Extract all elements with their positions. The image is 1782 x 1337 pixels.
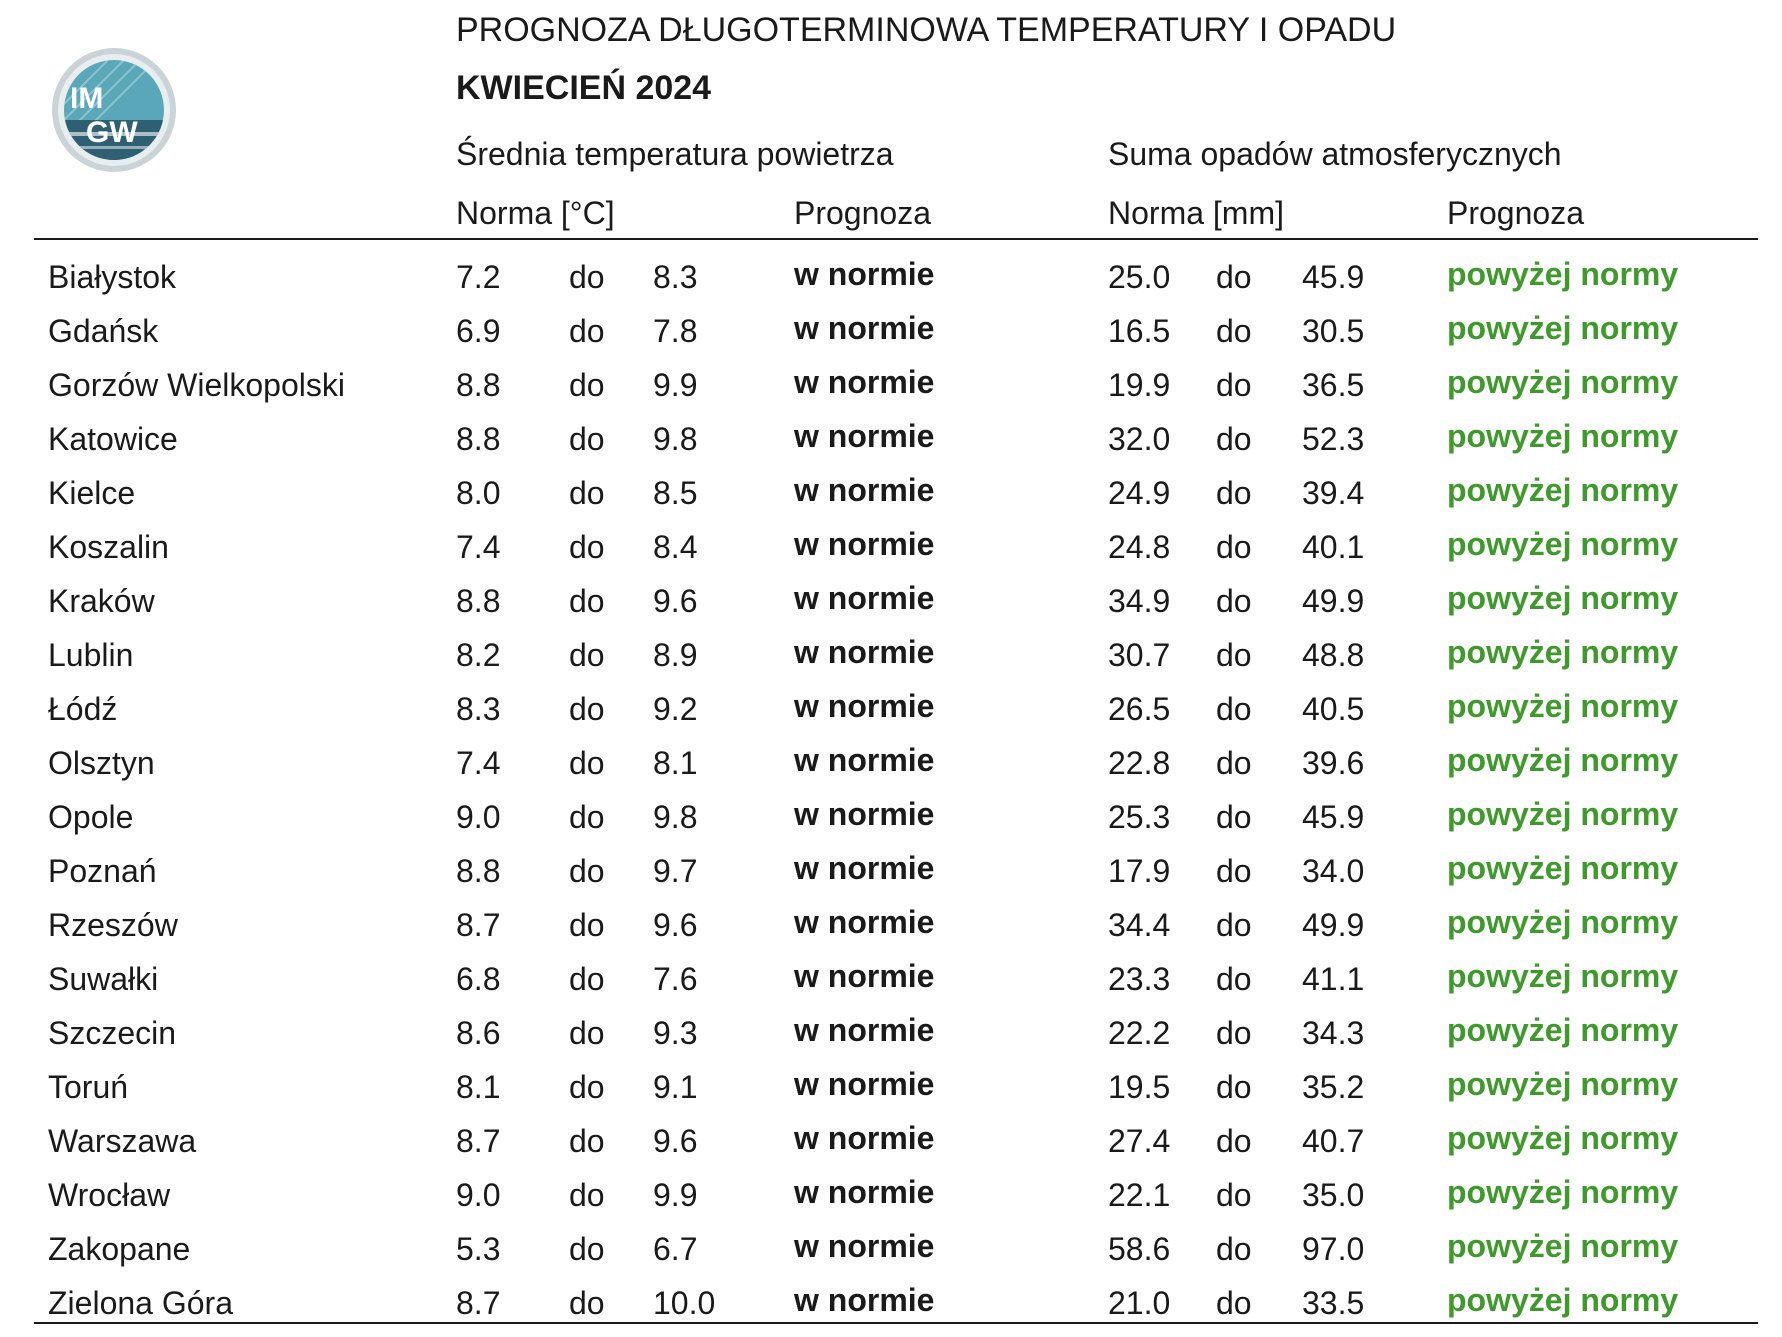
temp-norm-min: 7.4	[456, 745, 501, 781]
city-name: Szczecin	[48, 1015, 177, 1051]
temp-norm-separator: do	[569, 1231, 605, 1267]
temp-norm-max: 9.9	[653, 1177, 698, 1213]
precip-norm-max: 34.0	[1302, 853, 1365, 889]
precip-norm-min: 19.5	[1108, 1069, 1171, 1105]
precip-norm-max: 45.9	[1302, 799, 1365, 835]
precip-forecast: powyżej normy	[1447, 634, 1679, 670]
precip-norm-max: 36.5	[1302, 367, 1365, 403]
temp-norm-max: 8.9	[653, 637, 698, 673]
temp-norm-max: 8.5	[653, 475, 698, 511]
temp-norm-min: 8.8	[456, 421, 501, 457]
precip-norm-separator: do	[1216, 1177, 1252, 1213]
precip-norm-min: 25.0	[1108, 259, 1171, 295]
table-row	[0, 844, 1782, 898]
city-name: Zakopane	[48, 1231, 191, 1267]
temp-forecast: w normie	[794, 1012, 935, 1048]
table-row	[0, 304, 1782, 358]
city-name: Łódź	[48, 691, 118, 727]
precip-norm-min: 26.5	[1108, 691, 1171, 727]
precip-forecast: powyżej normy	[1447, 850, 1679, 886]
city-name: Rzeszów	[48, 907, 178, 943]
temp-norm-separator: do	[569, 1015, 605, 1051]
city-name: Poznań	[48, 853, 157, 889]
table-row	[0, 790, 1782, 844]
precip-norm-min: 58.6	[1108, 1231, 1171, 1267]
temp-norm-min: 8.7	[456, 1285, 501, 1321]
temp-norm-min: 9.0	[456, 799, 501, 835]
city-name: Kraków	[48, 583, 155, 619]
temp-norm-min: 6.8	[456, 961, 501, 997]
temp-norm-separator: do	[569, 1285, 605, 1321]
temp-norm-header: Norma [°C]	[456, 195, 615, 231]
precip-norm-separator: do	[1216, 691, 1252, 727]
temp-norm-min: 8.0	[456, 475, 501, 511]
logo-text-top: IM	[70, 82, 104, 115]
temp-norm-separator: do	[569, 1069, 605, 1105]
table-row	[0, 898, 1782, 952]
temp-norm-separator: do	[569, 691, 605, 727]
precip-norm-max: 33.5	[1302, 1285, 1365, 1321]
precip-norm-max: 97.0	[1302, 1231, 1365, 1267]
temp-norm-max: 10.0	[653, 1285, 716, 1321]
precip-norm-separator: do	[1216, 583, 1252, 619]
temp-norm-separator: do	[569, 961, 605, 997]
table-row	[0, 1006, 1782, 1060]
temp-norm-max: 8.3	[653, 259, 698, 295]
temp-forecast: w normie	[794, 580, 935, 616]
city-name: Koszalin	[48, 529, 169, 565]
precip-norm-max: 35.0	[1302, 1177, 1365, 1213]
precip-forecast: powyżej normy	[1447, 1282, 1679, 1318]
precip-norm-separator: do	[1216, 259, 1252, 295]
precip-norm-separator: do	[1216, 529, 1252, 565]
temp-norm-separator: do	[569, 313, 605, 349]
precip-norm-min: 24.8	[1108, 529, 1171, 565]
temp-forecast: w normie	[794, 634, 935, 670]
table-row	[0, 952, 1782, 1006]
temp-forecast: w normie	[794, 1228, 935, 1264]
table-row	[0, 628, 1782, 682]
city-name: Zielona Góra	[48, 1285, 233, 1321]
temp-forecast: w normie	[794, 1174, 935, 1210]
temp-norm-max: 9.9	[653, 367, 698, 403]
precip-forecast: powyżej normy	[1447, 904, 1679, 940]
temp-norm-separator: do	[569, 853, 605, 889]
precip-norm-max: 49.9	[1302, 583, 1365, 619]
table-row	[0, 574, 1782, 628]
precip-forecast: powyżej normy	[1447, 580, 1679, 616]
temp-norm-separator: do	[569, 745, 605, 781]
precip-norm-min: 32.0	[1108, 421, 1171, 457]
temp-norm-max: 6.7	[653, 1231, 698, 1267]
temp-forecast: w normie	[794, 472, 935, 508]
city-name: Katowice	[48, 421, 178, 457]
temp-norm-separator: do	[569, 529, 605, 565]
city-name: Białystok	[48, 259, 177, 295]
precip-forecast: powyżej normy	[1447, 796, 1679, 832]
precip-norm-min: 17.9	[1108, 853, 1171, 889]
page-subtitle: KWIECIEŃ 2024	[456, 69, 712, 107]
temp-forecast: w normie	[794, 310, 935, 346]
city-name: Suwałki	[48, 961, 159, 997]
table-row	[0, 412, 1782, 466]
temp-norm-min: 8.1	[456, 1069, 501, 1105]
precip-norm-separator: do	[1216, 313, 1252, 349]
temp-forecast: w normie	[794, 256, 935, 292]
precip-norm-max: 39.6	[1302, 745, 1365, 781]
temp-forecast: w normie	[794, 796, 935, 832]
page-title: PROGNOZA DŁUGOTERMINOWA TEMPERATURY I OPADU	[456, 11, 1397, 49]
temp-norm-separator: do	[569, 799, 605, 835]
temp-norm-min: 5.3	[456, 1231, 501, 1267]
city-name: Gorzów Wielkopolski	[48, 367, 345, 403]
precip-norm-max: 40.7	[1302, 1123, 1365, 1159]
temp-norm-separator: do	[569, 475, 605, 511]
temp-norm-max: 9.6	[653, 1123, 698, 1159]
table-row	[0, 1114, 1782, 1168]
precip-norm-separator: do	[1216, 799, 1252, 835]
precip-norm-separator: do	[1216, 745, 1252, 781]
city-name: Warszawa	[48, 1123, 197, 1159]
temp-norm-min: 7.2	[456, 259, 501, 295]
precip-norm-separator: do	[1216, 1069, 1252, 1105]
precip-norm-max: 39.4	[1302, 475, 1365, 511]
temp-forecast: w normie	[794, 742, 935, 778]
city-name: Toruń	[48, 1069, 129, 1105]
table-row	[0, 250, 1782, 304]
precip-norm-max: 30.5	[1302, 313, 1365, 349]
precip-norm-separator: do	[1216, 1015, 1252, 1051]
temp-forecast: w normie	[794, 958, 935, 994]
temp-norm-min: 9.0	[456, 1177, 501, 1213]
precip-norm-separator: do	[1216, 1231, 1252, 1267]
precip-norm-max: 34.3	[1302, 1015, 1365, 1051]
temp-norm-separator: do	[569, 583, 605, 619]
temp-norm-max: 8.1	[653, 745, 698, 781]
precip-norm-min: 22.2	[1108, 1015, 1171, 1051]
precip-forecast: powyżej normy	[1447, 688, 1679, 724]
precip-forecast: powyżej normy	[1447, 1174, 1679, 1210]
precip-norm-separator: do	[1216, 853, 1252, 889]
temp-forecast: w normie	[794, 1282, 935, 1318]
temp-norm-separator: do	[569, 1123, 605, 1159]
precip-norm-max: 41.1	[1302, 961, 1365, 997]
temp-norm-separator: do	[569, 421, 605, 457]
temp-norm-max: 7.8	[653, 313, 698, 349]
precip-norm-separator: do	[1216, 1285, 1252, 1321]
city-name: Opole	[48, 799, 134, 835]
precip-norm-max: 35.2	[1302, 1069, 1365, 1105]
table-row	[0, 736, 1782, 790]
table-bottom-rule	[34, 1322, 1758, 1324]
precip-forecast: powyżej normy	[1447, 742, 1679, 778]
temp-norm-separator: do	[569, 1177, 605, 1213]
temp-forecast: w normie	[794, 904, 935, 940]
temp-norm-separator: do	[569, 907, 605, 943]
temp-norm-max: 9.7	[653, 853, 698, 889]
temp-section-header: Średnia temperatura powietrza	[456, 136, 894, 172]
temp-norm-max: 7.6	[653, 961, 698, 997]
precip-forecast: powyżej normy	[1447, 1120, 1679, 1156]
city-name: Kielce	[48, 475, 136, 511]
temp-norm-min: 8.6	[456, 1015, 501, 1051]
temp-forecast: w normie	[794, 1066, 935, 1102]
precip-norm-max: 49.9	[1302, 907, 1365, 943]
temp-norm-max: 9.3	[653, 1015, 698, 1051]
precip-forecast: powyżej normy	[1447, 526, 1679, 562]
temp-norm-separator: do	[569, 367, 605, 403]
precip-norm-min: 34.9	[1108, 583, 1171, 619]
precip-norm-min: 25.3	[1108, 799, 1171, 835]
table-row	[0, 1222, 1782, 1276]
temp-norm-min: 8.8	[456, 583, 501, 619]
table-row	[0, 682, 1782, 736]
precip-forecast: powyżej normy	[1447, 364, 1679, 400]
precip-section-header: Suma opadów atmosferycznych	[1108, 136, 1562, 172]
temp-norm-min: 8.3	[456, 691, 501, 727]
temp-forecast: w normie	[794, 1120, 935, 1156]
precip-norm-min: 22.8	[1108, 745, 1171, 781]
precip-forecast: powyżej normy	[1447, 418, 1679, 454]
temp-norm-min: 8.7	[456, 907, 501, 943]
city-name: Gdańsk	[48, 313, 159, 349]
temp-norm-min: 6.9	[456, 313, 501, 349]
table-row	[0, 358, 1782, 412]
precip-norm-min: 27.4	[1108, 1123, 1171, 1159]
temp-forecast: w normie	[794, 418, 935, 454]
temp-norm-max: 9.1	[653, 1069, 698, 1105]
temp-norm-max: 9.6	[653, 907, 698, 943]
city-name: Olsztyn	[48, 745, 155, 781]
temp-forecast: w normie	[794, 526, 935, 562]
imgw-logo	[50, 46, 178, 174]
temp-norm-min: 8.8	[456, 853, 501, 889]
precip-norm-separator: do	[1216, 1123, 1252, 1159]
precip-norm-min: 30.7	[1108, 637, 1171, 673]
precip-norm-separator: do	[1216, 961, 1252, 997]
temp-norm-max: 8.4	[653, 529, 698, 565]
precip-norm-min: 23.3	[1108, 961, 1171, 997]
precip-norm-separator: do	[1216, 475, 1252, 511]
precip-norm-max: 45.9	[1302, 259, 1365, 295]
precip-forecast: powyżej normy	[1447, 256, 1679, 292]
precip-norm-separator: do	[1216, 907, 1252, 943]
precip-norm-max: 52.3	[1302, 421, 1365, 457]
imgw-logo-icon	[50, 46, 178, 174]
precip-forecast: powyżej normy	[1447, 1012, 1679, 1048]
temp-norm-min: 8.8	[456, 367, 501, 403]
temp-norm-max: 9.8	[653, 421, 698, 457]
header-divider	[34, 238, 1758, 240]
precip-norm-separator: do	[1216, 421, 1252, 457]
precip-forecast: powyżej normy	[1447, 310, 1679, 346]
temp-forecast: w normie	[794, 688, 935, 724]
table-row	[0, 466, 1782, 520]
logo-text-bottom: GW	[86, 116, 138, 149]
temp-norm-max: 9.8	[653, 799, 698, 835]
precip-forecast: powyżej normy	[1447, 958, 1679, 994]
precip-norm-separator: do	[1216, 637, 1252, 673]
temp-forecast: w normie	[794, 364, 935, 400]
precip-forecast: powyżej normy	[1447, 1228, 1679, 1264]
precip-norm-min: 22.1	[1108, 1177, 1171, 1213]
city-name: Wrocław	[48, 1177, 171, 1213]
precip-norm-max: 40.5	[1302, 691, 1365, 727]
precip-norm-min: 19.9	[1108, 367, 1171, 403]
precip-norm-max: 40.1	[1302, 529, 1365, 565]
temp-norm-max: 9.2	[653, 691, 698, 727]
precip-norm-header: Norma [mm]	[1108, 195, 1284, 231]
precip-norm-min: 16.5	[1108, 313, 1171, 349]
forecast-table	[0, 250, 1782, 1330]
precip-norm-min: 24.9	[1108, 475, 1171, 511]
precip-forecast: powyżej normy	[1447, 1066, 1679, 1102]
temp-norm-separator: do	[569, 259, 605, 295]
precip-forecast: powyżej normy	[1447, 472, 1679, 508]
precip-norm-min: 34.4	[1108, 907, 1171, 943]
temp-forecast: w normie	[794, 850, 935, 886]
temp-norm-min: 7.4	[456, 529, 501, 565]
precip-norm-max: 48.8	[1302, 637, 1365, 673]
table-row	[0, 1168, 1782, 1222]
temp-norm-separator: do	[569, 637, 605, 673]
city-name: Lublin	[48, 637, 134, 673]
temp-forecast-header: Prognoza	[794, 195, 931, 231]
precip-forecast-header: Prognoza	[1447, 195, 1584, 231]
temp-norm-min: 8.7	[456, 1123, 501, 1159]
table-row	[0, 1060, 1782, 1114]
temp-norm-min: 8.2	[456, 637, 501, 673]
table-row	[0, 520, 1782, 574]
precip-norm-separator: do	[1216, 367, 1252, 403]
temp-norm-max: 9.6	[653, 583, 698, 619]
precip-norm-min: 21.0	[1108, 1285, 1171, 1321]
